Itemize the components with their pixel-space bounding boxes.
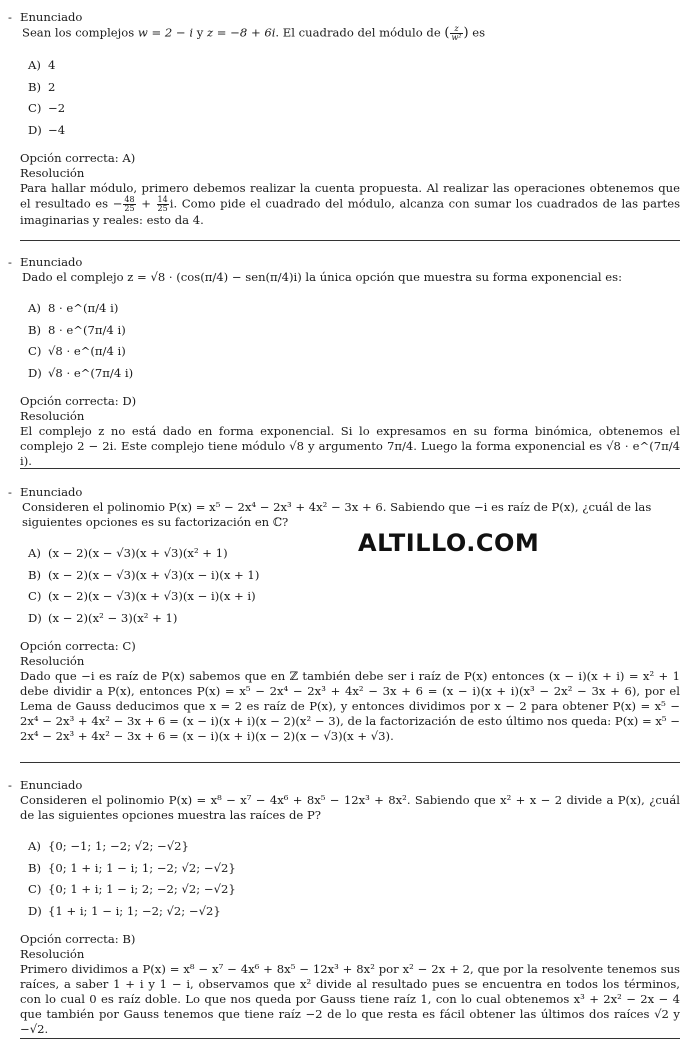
enunciado-label: Enunciado [20, 778, 83, 792]
option-c[interactable] [28, 98, 680, 120]
correct-answer: Opción correcta: D) [20, 394, 137, 408]
q1-w: w = 2 − i [137, 25, 194, 40]
frac-den: 25 [157, 204, 168, 213]
option-d[interactable] [28, 120, 680, 142]
resolution-title: Resolución [20, 409, 85, 423]
frac-den: 25 [124, 204, 135, 213]
resolution-title: Resolución [20, 947, 85, 961]
option-letter: C) [28, 882, 42, 896]
option-text: (x − 2)(x − √3)(x + √3)(x² + 1) [48, 546, 228, 560]
resolution-title: Resolución [20, 654, 85, 668]
question-2-options [28, 298, 680, 384]
q1-sol-frac-2 [157, 196, 169, 213]
enunciado-label: Enunciado [20, 10, 83, 24]
option-b[interactable] [28, 858, 680, 880]
option-b[interactable] [28, 77, 680, 99]
q1-text-4: es [468, 25, 486, 40]
option-c[interactable] [28, 341, 680, 363]
watermark-logo: ALTILLO.COM [358, 529, 540, 557]
option-text: {1 + i; 1 − i; 1; −2; √2; −√2} [48, 903, 221, 918]
option-letter: A) [28, 58, 41, 72]
option-letter: B) [28, 322, 42, 337]
q1-fraction [450, 25, 462, 42]
option-d[interactable] [28, 901, 680, 923]
option-d[interactable] [28, 363, 680, 385]
question-3-heading: - Enunciado [8, 485, 83, 499]
enunciado-label: Enunciado [20, 255, 83, 269]
option-letter: D) [28, 365, 42, 380]
question-4-statement: Consideren el polinomio P(x) = x⁸ − x⁷ − 4x⁶ + 8x⁵ − 12x³ + 8x². Sabiendo que x² + x − 2 divide a P(x), ¿cuál de las siguientes opciones muestra las raíces de P? [20, 793, 680, 822]
correct-answer: Opción correcta: B) [20, 932, 136, 946]
option-letter: C) [28, 101, 42, 115]
resolution-text: Dado que −i es raíz de P(x) sabemos que en ℤ también debe ser i raíz de P(x) entonces (x − i)(x + i) = x² + 1 debe dividir a P(x), entonces P(x) = x⁵ − 2x⁴ − 2x³ + 4x² − 3x + 6 = (x − i)(x + i)(x³ − 2x² − 3x + 6), por el Lema de Gauss deducimos que x = 2 es raíz de P(x), y entonces dividimos por x − 2 para obtener P(x) = x⁵ − 2x⁴ − 2x³ + 4x² − 3x + 6 = (x − i)(x + i)(x − 2)(x² − 3), de la factorización de esto último nos queda: P(x) = x⁵ − 2x⁴ − 2x³ + 4x² − 3x + 6 = (x − i)(x + i)(x − 2)(x − √3)(x + √3). [20, 669, 680, 743]
option-letter: D) [28, 903, 42, 918]
option-text: 8 · e^(7π/4 i) [48, 322, 126, 337]
resolution-text: Primero dividimos a P(x) = x⁸ − x⁷ − 4x⁶ + 8x⁵ − 12x³ + 8x² por x² − 2x + 2, que por la resolvente tenemos sus raíces, a saber 1 + i y 1 − i, observamos que x² divide al resultado pues se encuentra en todos los términos, con lo cual 0 es raíz doble. Lo que nos queda por Gauss tiene raíz 1, con lo cual obtenemos x³ + 2x² − 2x − 4 que también por Gauss tenemos que tiene raíz −2 de lo que resta es fácil obtener las últimos dos raíces √2 y −√2. [20, 962, 680, 1036]
question-2 [8, 255, 680, 469]
option-text: (x − 2)(x − √3)(x + √3)(x − i)(x + i) [48, 589, 256, 603]
frac-num: 14 [157, 195, 168, 204]
option-letter: C) [28, 344, 42, 358]
option-text: −2 [48, 101, 66, 115]
option-text: {0; −1; 1; −2; √2; −√2} [48, 839, 189, 853]
option-text: 2 [48, 79, 56, 94]
question-4-options [28, 836, 680, 922]
q1-text-2: y [193, 25, 207, 40]
resolution-title: Resolución [20, 166, 85, 180]
option-text: {0; 1 + i; 1 − i; 1; −2; √2; −√2} [48, 860, 236, 875]
q1-frac-den: w² [451, 33, 462, 42]
q1-z: z = −8 + 6i [206, 25, 276, 40]
option-text: {0; 1 + i; 1 − i; 2; −2; √2; −√2} [48, 882, 236, 896]
question-3 [8, 485, 680, 744]
question-4-heading: - Enunciado [8, 778, 83, 792]
q1-text-1: Sean los complejos [22, 25, 138, 40]
option-letter: A) [28, 839, 41, 853]
question-1-options [28, 55, 680, 141]
option-text: √8 · e^(7π/4 i) [48, 365, 134, 380]
frac-num: 48 [124, 195, 135, 204]
option-c[interactable] [28, 586, 680, 608]
option-b[interactable] [28, 565, 680, 587]
option-letter: B) [28, 567, 42, 582]
question-1 [8, 10, 680, 228]
option-letter: B) [28, 79, 42, 94]
correct-answer: Opción correcta: A) [20, 151, 136, 165]
question-3-options [28, 543, 680, 629]
option-letter: C) [28, 589, 42, 603]
option-text: 4 [48, 58, 56, 72]
option-c[interactable] [28, 879, 680, 901]
divider [20, 468, 680, 469]
option-text: 8 · e^(π/4 i) [48, 301, 119, 315]
option-letter: D) [28, 610, 42, 625]
option-letter: B) [28, 860, 42, 875]
q1-sol-text-2: + [136, 196, 156, 211]
question-3-statement: Consideren el polinomio P(x) = x⁵ − 2x⁴ − 2x³ + 4x² − 3x + 6. Sabiendo que −i es raíz de P(x), ¿cuál de las siguientes opciones es su factorización en ℂ? [22, 500, 652, 529]
divider [20, 1038, 680, 1039]
divider [20, 762, 680, 763]
option-letter: D) [28, 122, 42, 137]
option-a[interactable] [28, 55, 680, 77]
q1-frac-num: z [450, 25, 462, 34]
option-a[interactable] [28, 543, 680, 565]
option-a[interactable] [28, 836, 680, 858]
resolution-text [20, 181, 680, 228]
q1-text-3: . El cuadrado del módulo de [275, 25, 445, 40]
divider [20, 240, 680, 241]
correct-answer: Opción correcta: C) [20, 639, 136, 653]
enunciado-label: Enunciado [20, 485, 83, 499]
option-b[interactable] [28, 320, 680, 342]
q1-sol-text-1: Para hallar módulo, primero debemos realizar la cuenta propuesta. Al realizar las operaciones obtenemos que el resultado es − [20, 181, 680, 211]
option-letter: A) [28, 301, 41, 315]
question-4 [8, 778, 680, 1037]
question-1-statement: Sean los complejos w = 2 − i y z = −8 + 6i. El cuadrado del módulo de ( $\frac{z}{\text{w²}}$ ) es [22, 24, 486, 42]
option-d[interactable] [28, 608, 680, 630]
q1-sol-frac-1 [123, 196, 135, 213]
option-text: (x − 2)(x² − 3)(x² + 1) [48, 610, 178, 625]
question-2-heading: - Enunciado [8, 255, 83, 269]
option-text: (x − 2)(x − √3)(x + √3)(x − i)(x + 1) [48, 567, 260, 582]
resolution-text: El complejo z no está dado en forma exponencial. Si lo expresamos en su forma binómica, obtenemos el complejo 2 − 2i. Este complejo tiene módulo √8 y argumento 7π/4. Luego la forma exponencial es √8 · e^(7π/4 i). [20, 424, 680, 468]
option-letter: A) [28, 546, 41, 560]
option-text: −4 [48, 122, 66, 137]
q1-sol-text-3: i. Como pide el cuadrado del módulo, alcanza con sumar los cuadrados de las partes imaginarias y reales: esto da 4. [20, 196, 681, 227]
question-1-heading: - Enunciado [8, 10, 83, 24]
option-text: √8 · e^(π/4 i) [48, 344, 126, 358]
option-a[interactable] [28, 298, 680, 320]
question-2-statement: Dado el complejo z = √8 · (cos(π/4) − sen(π/4)i) la única opción que muestra su forma exponencial es: [22, 270, 623, 284]
